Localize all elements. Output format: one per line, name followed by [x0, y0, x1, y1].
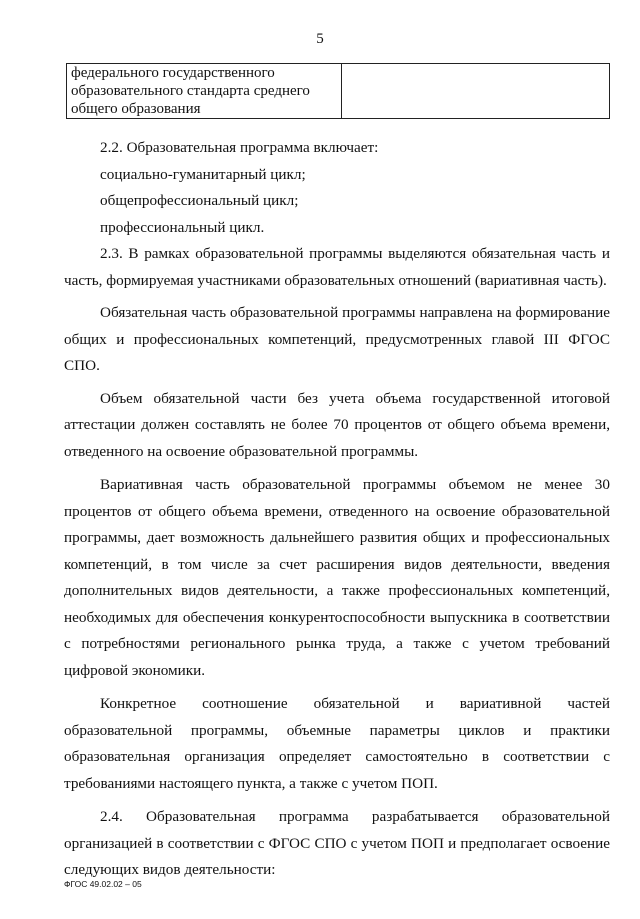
paragraph: Вариативная часть образовательной программы объемом не менее 30 процентов от общего объема времени, отведенного на освоение образовательной программы, дает возможность дальнейшего развития общих и профессиональных компетенций, в том числе за счет расширения видов деятельности, введения дополнительных видов деятельности, а также профессиональных компетенций, необходимых для обеспечения конкурентоспособности выпускника в соответствии с потребностями регионального рынка труда, а также с учетом требований цифровой экономики.: [64, 476, 610, 679]
page-number: 5: [316, 31, 324, 47]
list-item-cycle: общепрофессиональный цикл;: [100, 192, 299, 209]
table-cell-line: образовательного стандарта среднего: [71, 83, 310, 99]
paragraph-2-4: 2.4. Образовательная программа разрабатывается образовательной организацией в соответствии с ФГОС СПО с учетом ПОП и предполагает освоение следующих видов деятельности:: [64, 808, 610, 878]
paragraph-2-2: 2.2. Образовательная программа включает:: [100, 139, 379, 156]
paragraph: Обязательная часть образовательной программы направлена на формирование общих и профессиональных компетенций, предусмотренных главой III ФГОС СПО.: [64, 304, 610, 374]
table-cell-left: [67, 64, 342, 119]
list-item-cycle: профессиональный цикл.: [100, 218, 265, 236]
table-cell-line: общего образования: [71, 101, 201, 117]
paragraph: Объем обязательной части без учета объема государственной итоговой аттестации должен составлять не более 70 процентов от общего объема времени, отведенного на освоение образовательной программы.: [64, 389, 610, 460]
body-text: [64, 135, 610, 884]
table-cell-right: [342, 64, 610, 119]
paragraph-2-3: 2.3. В рамках образовательной программы выделяются обязательная часть и часть, формируемая участниками образовательных отношений (вариативная часть).: [64, 245, 610, 289]
paragraph: Конкретное соотношение обязательной и вариативной частей образовательной программы, объемные параметры циклов и практики образовательная организация определяет самостоятельно в соответствии с требованиями настоящего пункта, а также с учетом ПОП.: [64, 695, 610, 792]
list-item-cycle: социально-гуманитарный цикл;: [100, 165, 306, 183]
header-table: [66, 63, 610, 119]
table-cell-line: федерального государственного: [71, 65, 275, 81]
table-row: [67, 64, 610, 119]
footer-doc-code: ФГОС 49.02.02 – 05: [64, 879, 142, 889]
